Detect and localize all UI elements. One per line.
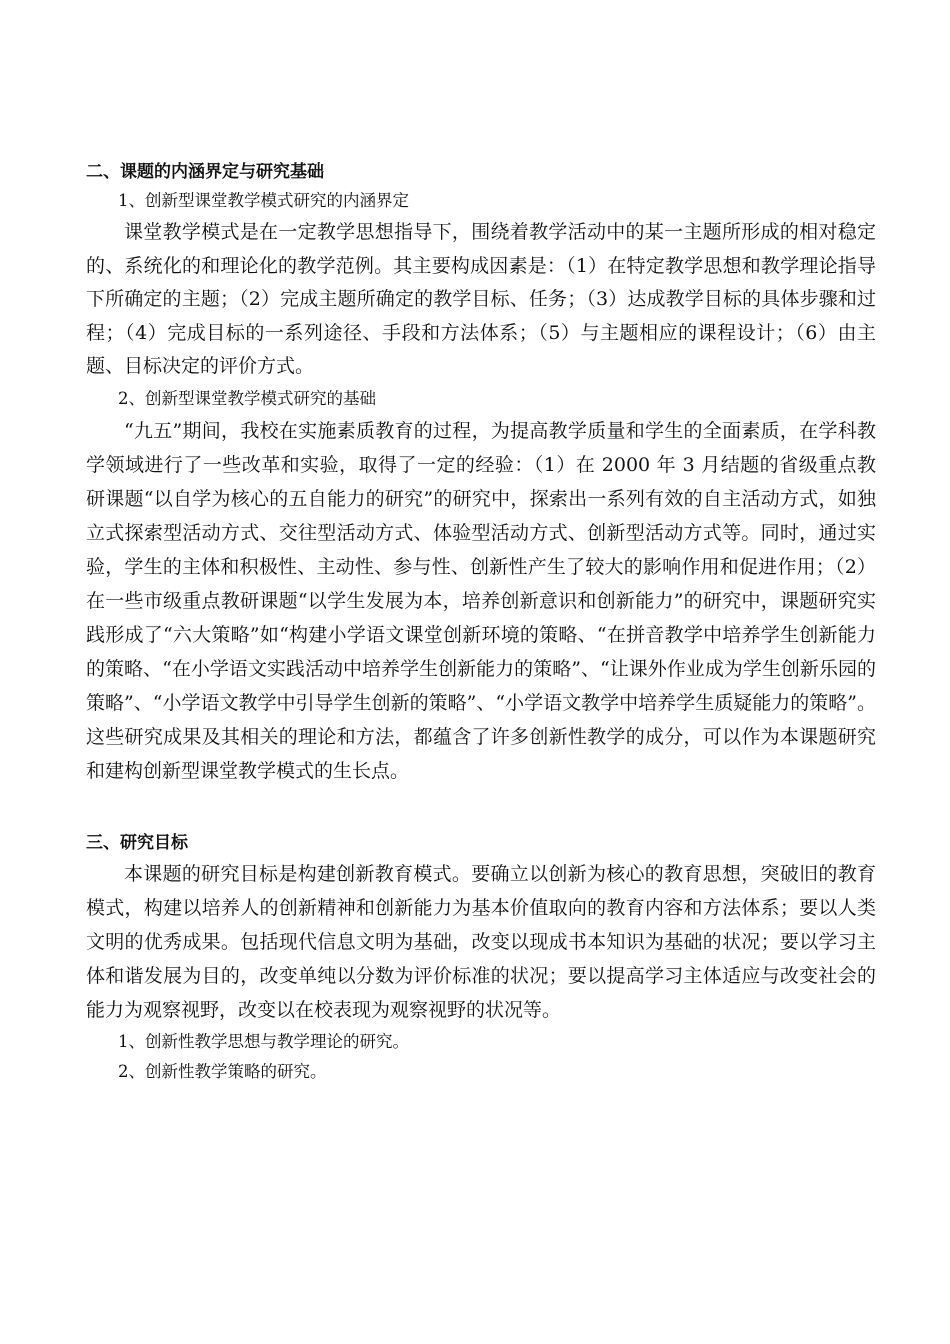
section-3-heading: 三、研究目标 [86,832,188,853]
section-3-item-2: 2、创新性教学策略的研究。 [118,1061,327,1081]
section-2-paragraph-2: “九五”期间，我校在实施素质教育的过程，为提高教学质量和学生的全面素质，在学科教学领域进行了一些改革和实验，取得了一定的经验：（1）在 2000 年 3 月结题的省级重点教研课题“以自学为核心的五自能力的研究”的研究中，探索出一系列有效的自主活动方式，如独立式探索型活动方式、交往型活动方式、体验型活动方式、创新型活动方式等。同时，通过实验，学生的主体和积极性、主动性、参与性、创新性产生了较大的影响作用和促进作用；（2）在一些市级重点教研课题“以学生发展为本，培养创新意识和创新能力”的研究中，课题研究实践形成了“六大策略”如“构建小学语文课堂创新环境的策略、“在拼音教学中培养学生创新能力的策略、“在小学语文实践活动中培养学生创新能力的策略”、“让课外作业成为学生创新乐园的策略”、“小学语文教学中引导学生创新的策略”、“小学语文教学中培养学生质疑能力的策略”。这些研究成果及其相关的理论和方法，都蕴含了许多创新性教学的成分，可以作为本课题研究和建构创新型课堂教学模式的生长点。 [86,419,876,783]
section-2-subheading-1: 1、创新型课堂教学模式研究的内涵界定 [118,191,409,210]
section-2-heading: 二、课题的内涵界定与研究基础 [86,162,324,182]
section-spacer [86,789,876,829]
section-2-subheading-2: 2、创新型课堂教学模式研究的基础 [118,388,376,408]
document-page [86,158,876,1087]
section-2-paragraph-1: 课堂教学模式是在一定教学思想指导下，围绕着教学活动中的某一主题所形成的相对稳定的、系统化的和理论化的教学范例。其主要构成因素是：（1）在特定教学思想和教学理论指导下所确定的主题；（2）完成主题所确定的教学目标、任务；（3）达成教学目标的具体步骤和过程；（4）完成目标的一系列途径、手段和方法体系；（5）与主题相应的课程设计；（6）由主题、目标决定的评价方式。 [86,221,876,377]
section-3-item-1: 1、创新性教学思想与教学理论的研究。 [118,1031,409,1051]
section-3-paragraph-1: 本课题的研究目标是构建创新教育模式。要确立以创新为核心的教育思想，突破旧的教育模式，构建以培养人的创新精神和创新能力为基本价值取向的教育内容和方法体系；要以人类文明的优秀成果。包括现代信息文明为基础，改变以现成书本知识为基础的状况；要以学习主体和谐发展为目的，改变单纯以分数为评价标准的状况；要以提高学习主体适应与改变社会的能力为观察视野，改变以在校表现为观察视野的状况等。 [86,862,876,1021]
